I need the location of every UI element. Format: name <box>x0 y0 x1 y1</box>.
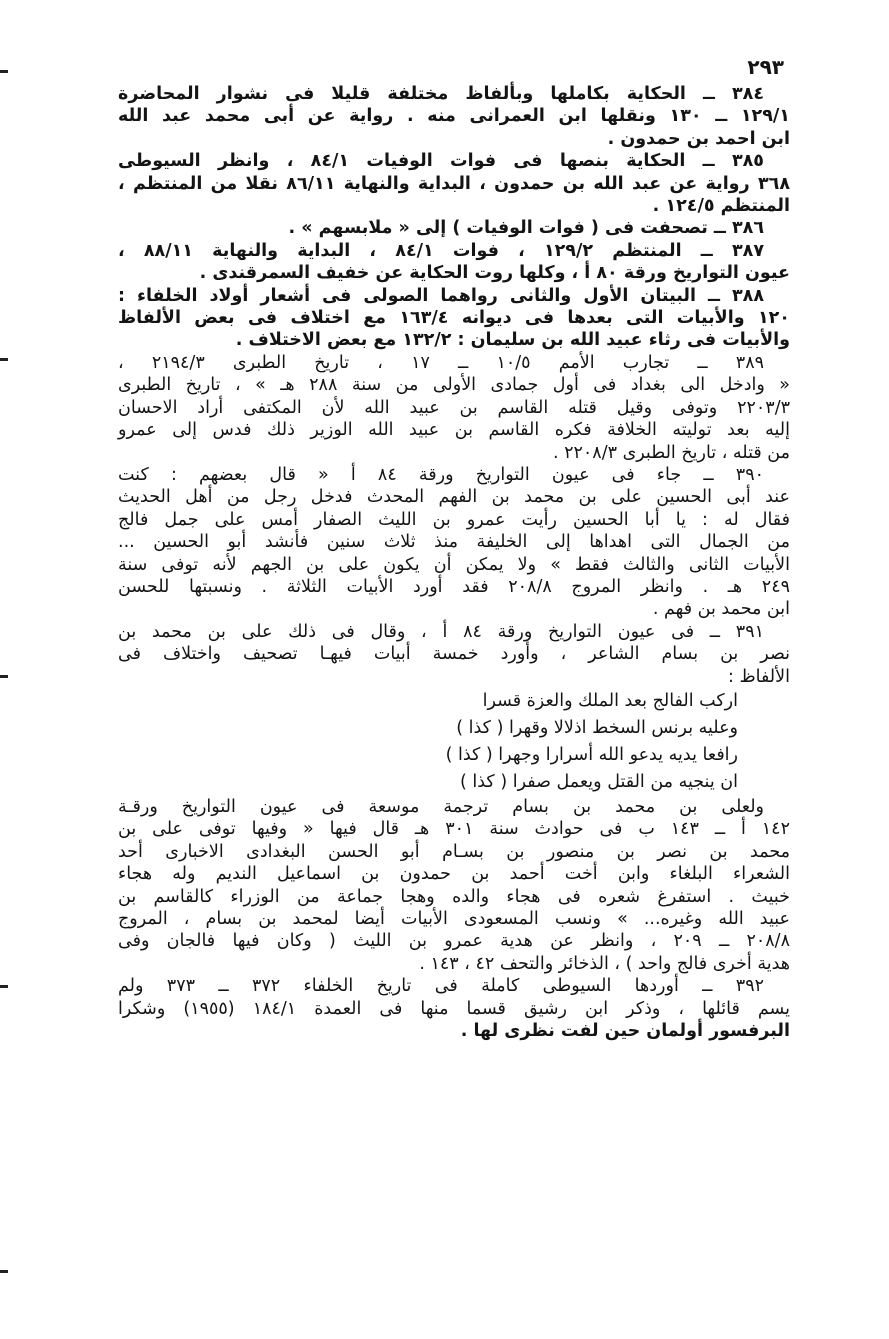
document-page <box>118 55 790 1042</box>
text-line: ٣٨٥ ــ الحكاية بنصها فى فوات الوفيات ٨٤/١ ، وانظر السيوطى <box>118 151 764 172</box>
text-line: ٣٩٢ ــ أوردها السيوطى كاملة فى تاريخ الخلفاء ٣٧٢ ــ ٣٧٣ ولم <box>118 976 764 997</box>
text-line: يسم قائلها ، وذكر ابن رشيق قسما منها فى العمدة ١٨٤/١ (١٩٥٥) وشكرا <box>118 998 791 1019</box>
text-line: ٣٨٧ ــ المنتظم ١٢٩/٢ ، فوات ٨٤/١ ، البداية والنهاية ٨٨/١١ ، <box>118 240 764 261</box>
scan-margin-mark <box>0 358 8 361</box>
text-line: عند أبى الحسين على بن محمد بن الفهم المحدث فدخل رجل من أهل الحديث <box>118 487 790 508</box>
note-386 <box>118 217 790 239</box>
text-line: المنتظم ١٢٤/٥ . <box>652 196 790 217</box>
text-line: ٣٦٨ رواية عن عبد الله بن حمدون ، البداية والنهاية ٨٦/١١ نقلا من المنتظم ، <box>118 173 790 194</box>
scan-margin-mark <box>0 985 8 988</box>
note-384 <box>118 83 790 150</box>
text-line: خبيث . استفرغ شعره فى هجاء والده وهجا جماعة من الوزراء كالقاسم بن <box>118 886 790 907</box>
scan-margin-mark <box>0 1270 8 1273</box>
verse-line: وعليه برنس السخط اذلالا وقهرا ( كذا ) <box>456 717 738 738</box>
text-line: من قتله ، تاريخ الطبرى ٢٢٠٨/٣ . <box>552 442 790 463</box>
text-line: ٣٨٦ ــ تصحفت فى ( فوات الوفيات ) إلى « ملابسهم » . <box>288 218 764 239</box>
note-389 <box>118 352 790 464</box>
text-line: ٣٩١ ــ فى عيون التواريخ ورقة ٨٤ أ ، وقال فى ذلك على بن محمد بن <box>118 621 764 642</box>
text-line: ٣٨٩ ــ تجارب الأمم ١٠/٥ ــ ١٧ ، تاريخ الطبرى ٢١٩٤/٣ ، <box>118 352 764 373</box>
text-line: « وادخل الى بغداد فى أول جمادى الأولى من سنة ٢٨٨ هـ » ، تاريخ الطبرى <box>118 375 791 396</box>
text-line: هدية أخرى فالج واحد ) ، الذخائر والتحف ٤٢ ، ١٤٣ . <box>419 953 790 974</box>
verse-line: رافعا يديه يدعو الله أسرارا وجهرا ( كذا ) <box>445 744 738 765</box>
text-line: الألفاظ : <box>727 666 790 687</box>
text-line: عيون التواريخ ورقة ٨٠ أ ، وكلها روت الحكاية عن خفيف السمرقندى . <box>199 263 790 284</box>
text-line: ٣٩٠ ــ جاء فى عيون التواريخ ورقة ٨٤ أ « قال بعضهم : كنت <box>118 464 764 485</box>
note-390 <box>118 464 790 621</box>
text-line: ٣٨٤ ــ الحكاية بكاملها وبألفاظ مختلفة قليلا فى نشوار المحاضرة <box>118 84 764 104</box>
text-line: عبيد الله وغيره... » ونسب المسعودى الأبيات أيضا لمحمد بن بسام ، المروج <box>118 909 790 929</box>
scan-margin-mark <box>0 70 8 73</box>
text-line: محمد بن نصر بن منصور بن بسـام أبو الحسن البغدادى الاخبارى أحد <box>118 841 790 862</box>
note-385 <box>118 150 790 217</box>
text-line: البرفسور أولمان حين لفت نظرى لها . <box>460 1021 790 1042</box>
text-line: من الجمال التى اهداها إلى الخليفة منذ ثلاث سنين فأنشد أبو الحسين ... <box>118 532 790 553</box>
text-line: ولعلى بن محمد بن بسام ترجمة موسعة فى عيون التواريخ ورقـة <box>118 796 764 817</box>
text-line: ١٢٠ والأبيات التى بعدها فى ديوانه ١٦٣/٤ مع اختلاف فى بعض الألفاظ <box>118 308 790 329</box>
text-line: الشعراء البلغاء وابن أخت أحمد بن حمدون بن اسماعيل النديم وله هجاء <box>118 864 790 885</box>
text-line: ٣٨٨ ــ البيتان الأول والثانى رواهما الصولى فى أشعار أولاد الخلفاء : <box>118 285 764 306</box>
note-392 <box>118 975 790 1042</box>
text-line: ابن احمد بن حمدون . <box>607 128 790 149</box>
scan-margin-mark <box>0 675 8 678</box>
text-line: الأبيات الثانى والثالث فقط » ولا يمكن أن يكون على بن الجهم لأنه توفى سنة <box>118 554 790 575</box>
text-line: ١٢٩/١ ــ ١٣٠ ونقلها ابن العمرانى منه . رواية عن أبى محمد عبد الله <box>118 106 790 127</box>
text-line: ٢٢٠٣/٣ وتوفى وقيل قتله القاسم بن عبيد الله لأن المكتفى أراد الاحسان <box>118 397 790 418</box>
page-number: ٢٩٣ <box>747 55 784 79</box>
verse-line: ان ينجيه من القتل ويعمل صفرا ( كذا ) <box>459 771 738 792</box>
verse-block <box>118 688 790 796</box>
text-line: ابن محمد بن فهم . <box>652 599 790 620</box>
text-line: ١٤٢ أ ــ ١٤٣ ب فى حوادث سنة ٣٠١ هـ قال فيها « وفيها توفى على بن <box>118 819 790 840</box>
text-line: فقال له : يا أبا الحسين رأيت عمرو بن الليث الصفار أمس على جمل فالج <box>118 509 790 530</box>
note-388 <box>118 285 790 352</box>
verse-line: اركب الفالج بعد الملك والعزة قسرا <box>482 690 738 711</box>
text-line: ٢٤٩ هـ . وانظر المروج ٢٠٨/٨ فقد أورد الأبيات الثلاثة . ونسبتها للحسن <box>118 576 790 597</box>
continuation-paragraph <box>118 796 790 975</box>
note-387 <box>118 240 790 285</box>
text-line: نصر بن بسام الشاعر ، وأورد خمسة أبيات فيهـا تصحيف واختلاف فى <box>118 644 790 665</box>
text-line: إليه بعد توليته الخلافة فكره القاسم بن عبيد الله الوزير ذلك فدس إلى عمرو <box>118 420 790 441</box>
text-line: ٢٠٨/٨ ــ ٢٠٩ ، وانظر عن هدية عمرو بن الليث ( وكان فيها فالجان وفى <box>118 931 790 952</box>
text-line: والأبيات فى رثاء عبيد الله بن سليمان : ١٣٢/٢ مع بعض الاختلاف . <box>235 330 790 351</box>
note-391 <box>118 621 790 688</box>
